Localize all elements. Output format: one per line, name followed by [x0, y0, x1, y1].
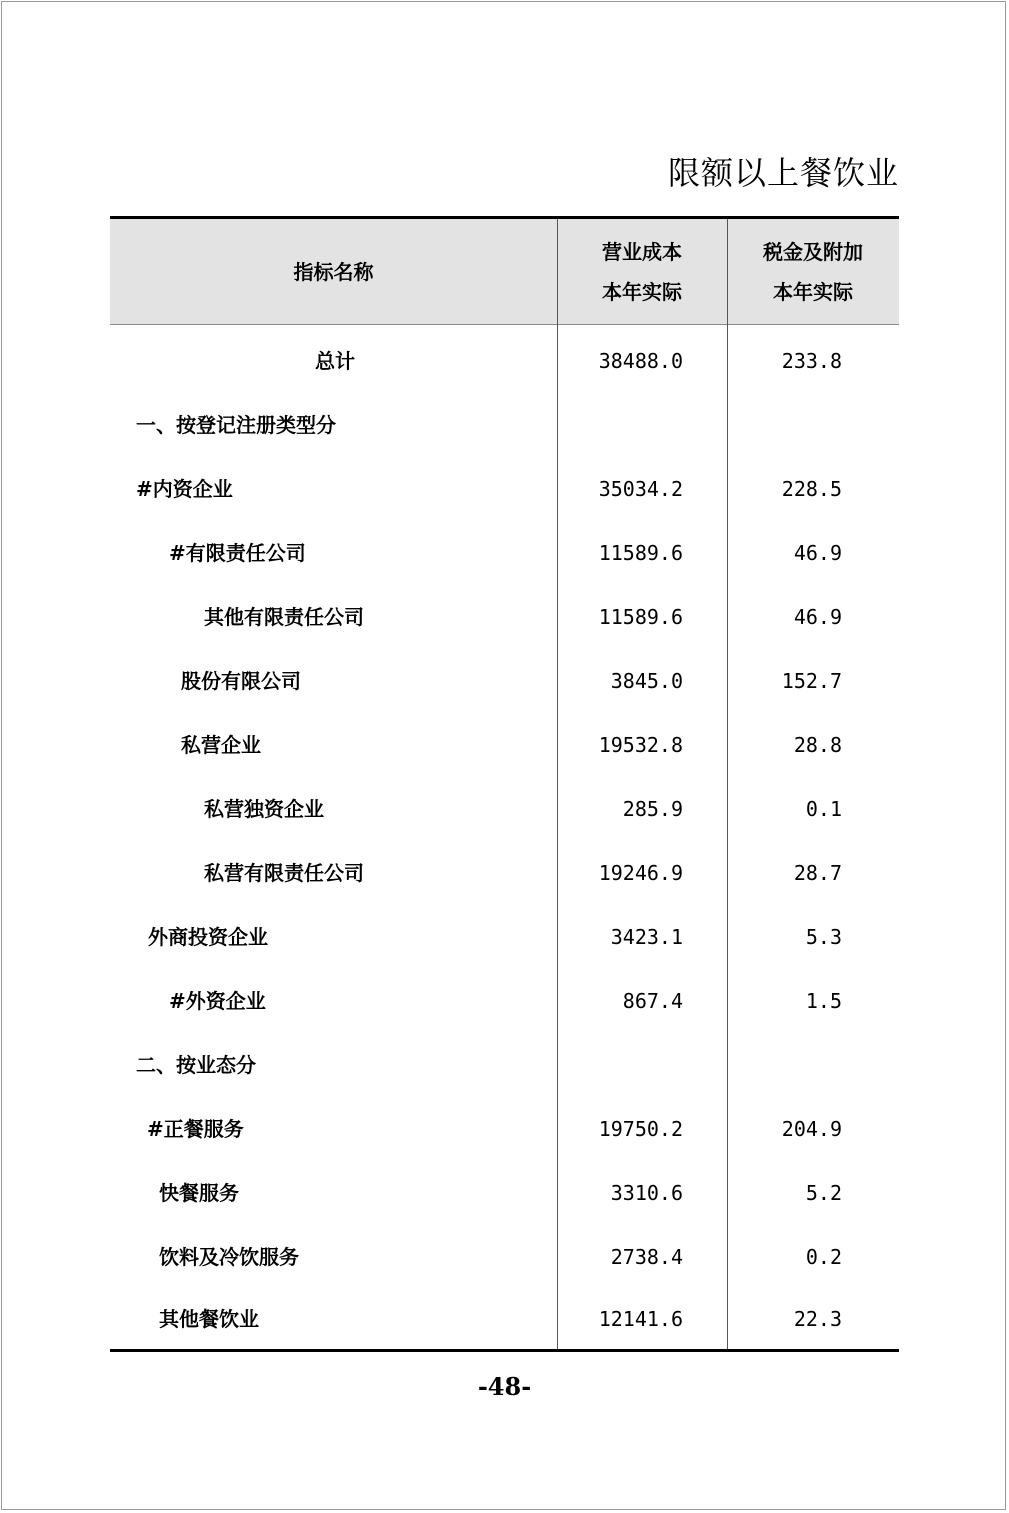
table-row — [110, 777, 899, 841]
row-label: 外商投资企业 — [148, 925, 268, 949]
row-cost: 12141.6 — [598, 1307, 683, 1331]
row-cost: 3310.6 — [610, 1181, 683, 1205]
table-row — [110, 713, 899, 777]
table-row — [110, 457, 899, 521]
table-row — [110, 1225, 899, 1289]
row-cost: 11589.6 — [598, 541, 683, 565]
row-tax — [722, 1033, 842, 1097]
table-row — [110, 649, 899, 713]
table-row — [110, 841, 899, 905]
header-cost-line1: 营业成本 — [602, 240, 682, 264]
table-bottom-rule — [110, 1349, 899, 1352]
row-label: 一、按登记注册类型分 — [136, 413, 336, 437]
row-tax: 0.2 — [805, 1245, 842, 1269]
page-number: -48- — [477, 1372, 532, 1401]
row-label: 其他餐饮业 — [159, 1307, 259, 1331]
row-tax: 1.5 — [805, 989, 842, 1013]
header-tax-line2: 本年实际 — [773, 280, 853, 304]
row-label: 总计 — [315, 349, 355, 373]
row-tax — [722, 393, 842, 457]
header-cell-cost — [557, 219, 727, 325]
page-title: 限额以上餐饮业 — [667, 154, 899, 192]
row-label: 私营独资企业 — [204, 797, 324, 821]
row-label: #外资企业 — [169, 989, 266, 1013]
row-cost: 3423.1 — [610, 925, 683, 949]
row-label: 私营有限责任公司 — [204, 861, 364, 885]
table-row — [110, 329, 899, 393]
row-cost: 35034.2 — [598, 477, 683, 501]
row-label: #正餐服务 — [147, 1117, 244, 1141]
row-cost: 285.9 — [622, 797, 683, 821]
table-row — [110, 1033, 899, 1097]
row-tax: 204.9 — [781, 1117, 842, 1141]
row-cost: 867.4 — [622, 989, 683, 1013]
row-label: 饮料及冷饮服务 — [159, 1245, 299, 1269]
header-tax-line1: 税金及附加 — [763, 240, 863, 264]
row-label: 快餐服务 — [159, 1181, 239, 1205]
table-row — [110, 969, 899, 1033]
row-cost: 19246.9 — [598, 861, 683, 885]
row-label: 二、按业态分 — [136, 1053, 256, 1077]
row-label: #有限责任公司 — [169, 541, 306, 565]
header-name-label: 指标名称 — [293, 260, 374, 284]
row-label: #内资企业 — [136, 477, 233, 501]
header-cell-tax — [727, 219, 899, 325]
row-tax: 0.1 — [805, 797, 842, 821]
row-cost: 19532.8 — [598, 733, 683, 757]
row-tax: 5.2 — [805, 1181, 842, 1205]
row-label: 股份有限公司 — [181, 669, 301, 693]
row-label: 私营企业 — [181, 733, 261, 757]
table-row — [110, 1161, 899, 1225]
row-cost: 11589.6 — [598, 605, 683, 629]
header-cell-name — [110, 219, 557, 325]
row-cost: 19750.2 — [598, 1117, 683, 1141]
table-row — [110, 1097, 899, 1161]
row-tax: 46.9 — [793, 541, 842, 565]
row-label: 其他有限责任公司 — [204, 605, 364, 629]
table-row — [110, 905, 899, 969]
table-row — [110, 585, 899, 649]
row-cost: 2738.4 — [610, 1245, 683, 1269]
row-cost — [563, 1033, 683, 1097]
row-tax: 5.3 — [805, 925, 842, 949]
row-cost: 38488.0 — [598, 349, 683, 373]
row-tax: 152.7 — [781, 669, 842, 693]
row-tax: 46.9 — [793, 605, 842, 629]
table-row — [110, 1287, 899, 1351]
table-row — [110, 521, 899, 585]
row-cost — [563, 393, 683, 457]
row-tax: 28.7 — [793, 861, 842, 885]
row-cost: 3845.0 — [610, 669, 683, 693]
row-tax: 22.3 — [793, 1307, 842, 1331]
row-tax: 233.8 — [781, 349, 842, 373]
row-tax: 228.5 — [781, 477, 842, 501]
table-row — [110, 393, 899, 457]
header-cost-line2: 本年实际 — [602, 280, 682, 304]
row-tax: 28.8 — [793, 733, 842, 757]
